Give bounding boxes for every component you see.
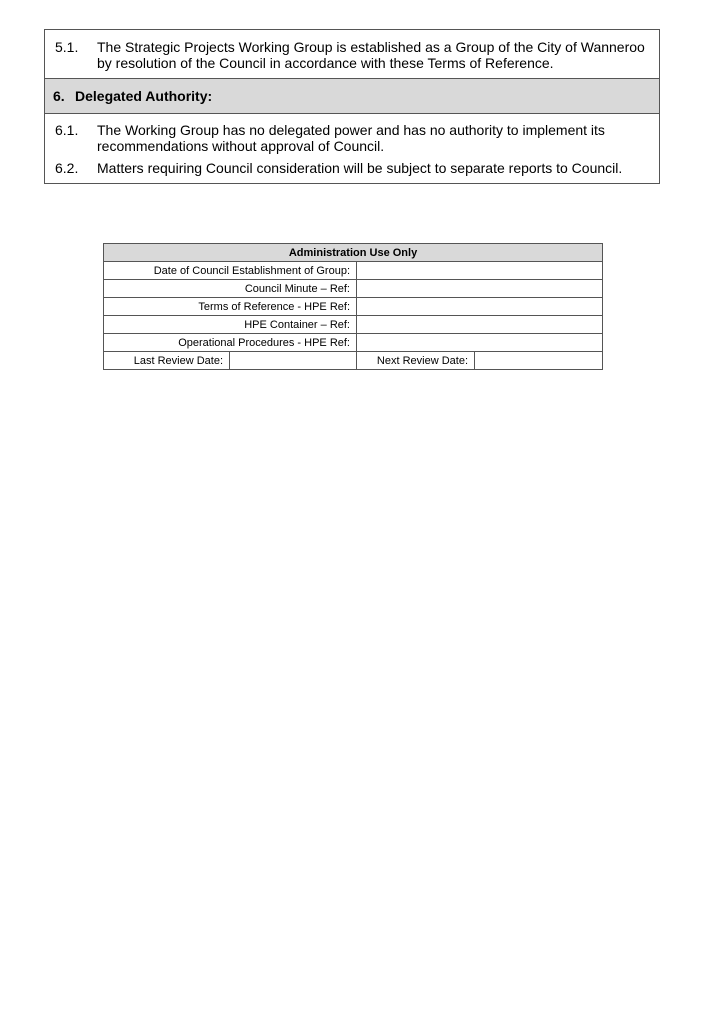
clause-number: 6.2.	[55, 160, 79, 176]
next-review-value	[475, 352, 603, 370]
section-6-body	[45, 114, 659, 183]
clause-number: 5.1.	[55, 39, 79, 55]
section-number: 6.	[53, 88, 65, 104]
table-row	[104, 334, 603, 352]
section-title: Delegated Authority:	[75, 88, 213, 104]
clause-6-2	[45, 160, 659, 176]
table-row	[104, 280, 603, 298]
clause-number: 6.1.	[55, 122, 79, 138]
terms-of-reference-box	[44, 29, 660, 184]
row-label: HPE Container – Ref:	[104, 316, 357, 334]
next-review-label: Next Review Date:	[357, 352, 475, 370]
row-value	[357, 280, 603, 298]
table-row	[104, 316, 603, 334]
admin-table-title: Administration Use Only	[104, 244, 603, 262]
clause-6-1	[45, 122, 659, 154]
clause-text: The Working Group has no delegated power and has no authority to implement its recommendations without approval of Council.	[97, 122, 605, 154]
administration-use-table	[103, 243, 603, 370]
clause-text: The Strategic Projects Working Group is established as a Group of the City of Wanneroo by resolution of the Council in accordance with these Terms of Reference.	[97, 39, 645, 71]
table-row	[104, 298, 603, 316]
row-label: Terms of Reference - HPE Ref:	[104, 298, 357, 316]
last-review-value	[230, 352, 357, 370]
last-review-label: Last Review Date:	[104, 352, 230, 370]
row-label: Date of Council Establishment of Group:	[104, 262, 357, 280]
table-row	[104, 262, 603, 280]
clause-5-1	[45, 30, 659, 79]
row-label: Council Minute – Ref:	[104, 280, 357, 298]
row-value	[357, 316, 603, 334]
row-value	[357, 334, 603, 352]
row-value	[357, 262, 603, 280]
row-label: Operational Procedures - HPE Ref:	[104, 334, 357, 352]
clause-text: Matters requiring Council consideration will be subject to separate reports to Council.	[97, 160, 623, 176]
row-value	[357, 298, 603, 316]
review-dates-row	[104, 352, 603, 370]
section-heading-delegated-authority	[45, 79, 659, 114]
admin-table-header-row	[104, 244, 603, 262]
